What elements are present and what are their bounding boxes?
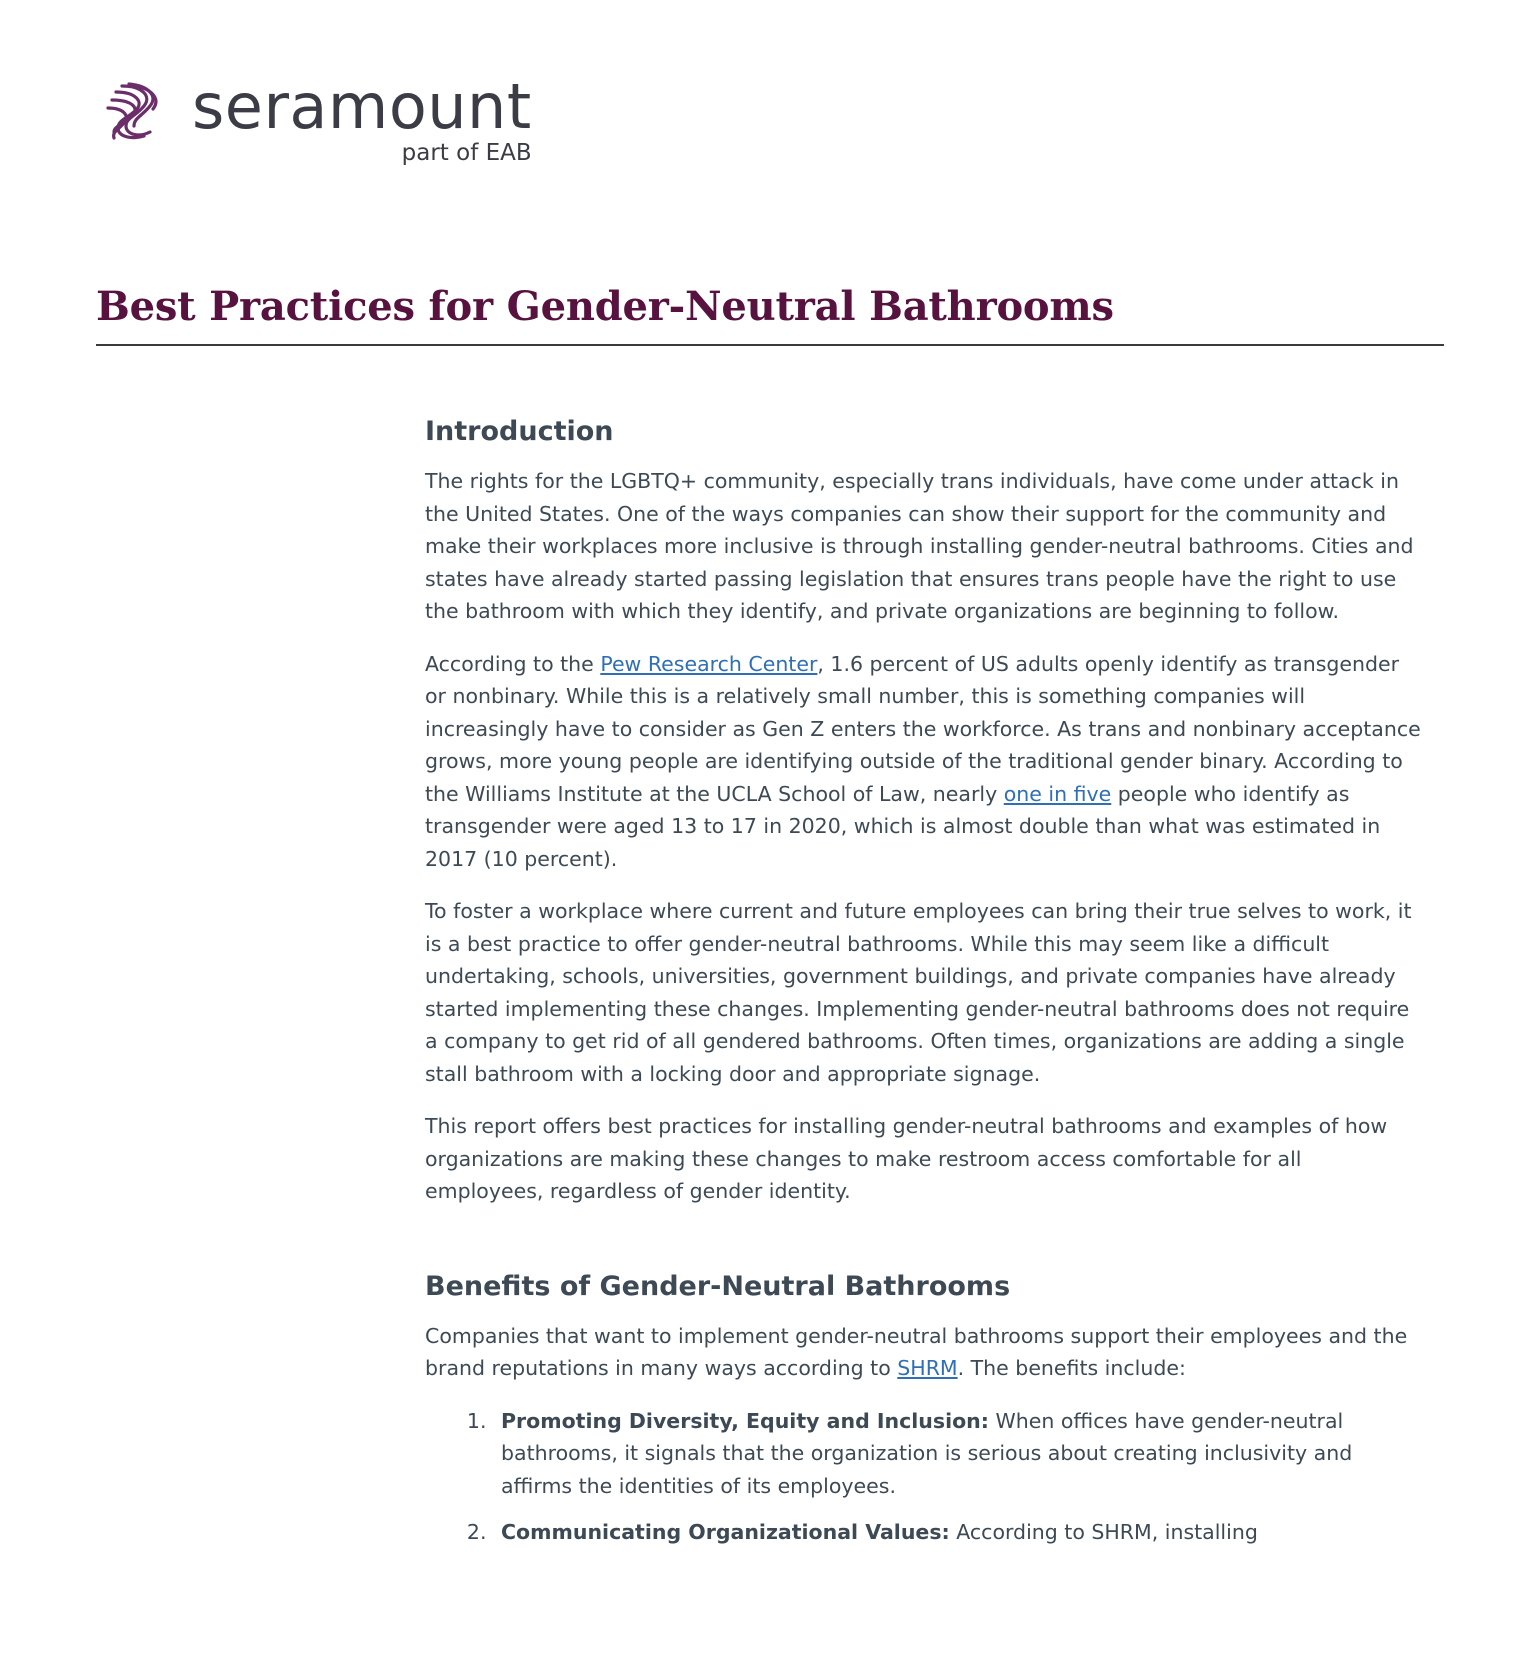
intro-p2-text-c: people who identify as transgender were aged 13 to 17 in 2020, which is almost double than what was estimated in 2017 (10 percent).	[425, 781, 1381, 871]
logo-tagline: part of EAB	[401, 140, 532, 166]
link-pew-research-center[interactable]: Pew Research Center	[600, 651, 818, 676]
logo-text	[192, 72, 532, 166]
link-shrm[interactable]: SHRM	[897, 1356, 958, 1380]
intro-paragraph-1: The rights for the LGBTQ+ community, especially trans individuals, have come under attack in the United States. One of the ways companies can show their support for the community and make their workplaces more inclusive is through installing gender-neutral bathrooms. Cities and states have already started passing legislation that ensures trans people have the right to use the bathroom with which they identify, and private organizations are beginning to follow.	[425, 469, 1414, 623]
logo-wordmark: seramount	[192, 70, 532, 143]
link-one-in-five[interactable]: one in five	[1003, 781, 1112, 806]
benefits-intro-text-b: . The benefits include:	[957, 1356, 1186, 1380]
intro-p2-text-a: According to the	[425, 651, 601, 676]
list-item	[493, 1405, 1425, 1503]
benefit-label: Promoting Diversity, Equity and Inclusion:	[501, 1408, 989, 1433]
benefits-intro-text-a: Companies that want to implement gender-neutral bathrooms support their employees and the brand reputations in many ways according to	[425, 1323, 1408, 1380]
intro-paragraph-3: To foster a workplace where current and future employees can bring their true selves to work, it is a best practice to offer gender-neutral bathrooms. While this may seem like a difficult undertaking, schools, universities, government buildings, and private companies have already started implementing these changes. Implementing gender-neutral bathrooms does not require a company to get rid of all gendered bathrooms. Often times, organizations are adding a single stall bathroom with a locking door and appropriate signage.	[425, 899, 1412, 1086]
seramount-swirl-icon	[96, 76, 174, 154]
title-divider	[96, 344, 1444, 346]
intro-p2-text-b: , 1.6 percent of US adults openly identify as transgender or nonbinary. While this is a relatively small number, this is something companies will increasingly have to consider as Gen Z enters the workforce. As trans and nonbinary acceptance grows, more young people are identifying outside of the traditional gender binary. According to the Williams Institute at the UCLA School of Law, nearly	[425, 651, 1421, 806]
benefits-intro-paragraph	[425, 1320, 1425, 1385]
intro-paragraph-4: This report offers best practices for installing gender-neutral bathrooms and examples of how organizations are making these changes to make restroom access comfortable for all employees, regardless of gender identity.	[425, 1114, 1388, 1203]
list-item	[493, 1516, 1425, 1549]
benefit-label: Communicating Organizational Values:	[501, 1520, 950, 1544]
heading-introduction: Introduction	[425, 416, 614, 447]
benefit-text: When offices have gender-neutral bathrooms, it signals that the organization is serious about creating inclusivity and affirms the identities of its employees.	[501, 1408, 1353, 1498]
brand-logo	[96, 72, 532, 166]
benefits-list	[425, 1405, 1425, 1549]
document-body	[425, 415, 1425, 1563]
benefit-text: According to SHRM, installing	[949, 1520, 1258, 1544]
intro-paragraph-2	[425, 648, 1425, 876]
page-title: Best Practices for Gender-Neutral Bathrooms	[96, 283, 1114, 330]
heading-benefits: Benefits of Gender-Neutral Bathrooms	[425, 1270, 1011, 1302]
title-block	[96, 282, 1444, 346]
